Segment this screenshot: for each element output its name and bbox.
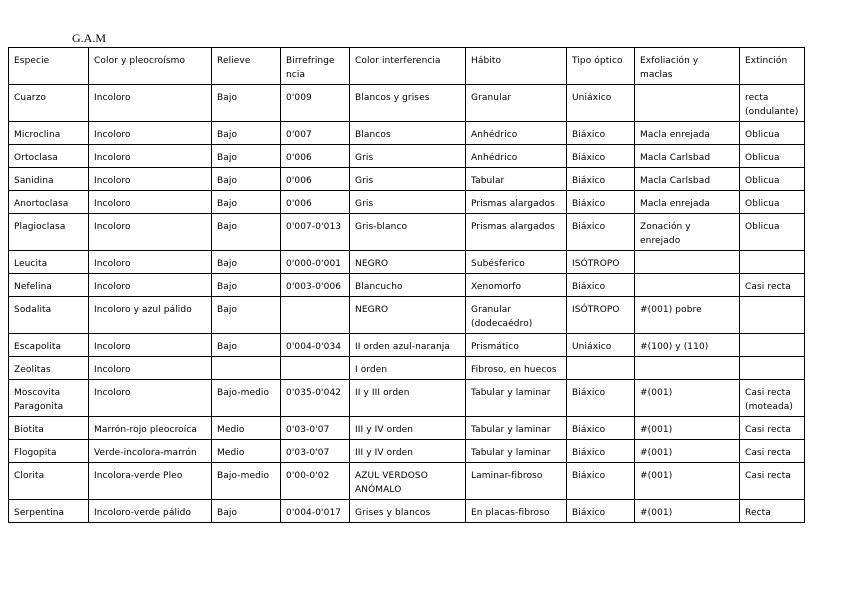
cell-exfoliacion-maclas: Macla enrejada [635, 191, 740, 214]
header-especie: Especie [9, 48, 89, 85]
table-row [9, 85, 805, 122]
cell-tipo-optico: Biáxico [567, 440, 635, 463]
header-habito: Hábito [466, 48, 567, 85]
table-row [9, 251, 805, 274]
cell-color-pleocroismo: Incoloro [89, 274, 212, 297]
cell-color-interferencia: Gris [350, 145, 466, 168]
cell-color-pleocroismo: Incoloro y azul pálido [89, 297, 212, 334]
cell-extincion: Casi recta [740, 440, 805, 463]
cell-especie: Plagioclasa [9, 214, 89, 251]
table-row [9, 500, 805, 523]
cell-especie: Zeolitas [9, 357, 89, 380]
cell-exfoliacion-maclas: #(100) y (110) [635, 334, 740, 357]
cell-habito: Subésferico [466, 251, 567, 274]
cell-color-pleocroismo: Incoloro [89, 145, 212, 168]
cell-color-interferencia: II orden azul-naranja [350, 334, 466, 357]
cell-tipo-optico: Uniáxico [567, 85, 635, 122]
cell-birrefringencia: 0'035-0'042 [281, 380, 350, 417]
table-row [9, 274, 805, 297]
cell-color-pleocroismo: Incoloro [89, 85, 212, 122]
cell-birrefringencia: 0'006 [281, 145, 350, 168]
cell-tipo-optico: Biáxico [567, 380, 635, 417]
cell-especie: Leucita [9, 251, 89, 274]
table-row [9, 297, 805, 334]
header-exfoliacion-maclas: Exfoliación y maclas [635, 48, 740, 85]
cell-habito: Tabular [466, 168, 567, 191]
table-header-row [9, 48, 805, 85]
cell-extincion: Casi recta [740, 274, 805, 297]
minerals-table [8, 47, 805, 523]
cell-relieve: Bajo [212, 500, 281, 523]
cell-extincion [740, 297, 805, 334]
cell-color-pleocroismo: Incoloro [89, 214, 212, 251]
header-extincion: Extinción [740, 48, 805, 85]
cell-extincion: Oblicua [740, 145, 805, 168]
cell-birrefringencia [281, 357, 350, 380]
document-title: G.A.M [72, 31, 107, 45]
cell-color-interferencia: NEGRO [350, 251, 466, 274]
cell-extincion [740, 357, 805, 380]
cell-especie: Clorita [9, 463, 89, 500]
cell-relieve: Bajo [212, 122, 281, 145]
cell-color-interferencia: I orden [350, 357, 466, 380]
cell-tipo-optico: Biáxico [567, 417, 635, 440]
cell-relieve: Bajo-medio [212, 463, 281, 500]
cell-tipo-optico: Biáxico [567, 463, 635, 500]
cell-color-interferencia: Gris [350, 168, 466, 191]
cell-color-pleocroismo: Incoloro [89, 380, 212, 417]
cell-exfoliacion-maclas: #(001) [635, 463, 740, 500]
cell-relieve: Bajo [212, 85, 281, 122]
cell-color-interferencia: Blancos [350, 122, 466, 145]
table-row [9, 145, 805, 168]
cell-relieve: Medio [212, 440, 281, 463]
cell-tipo-optico: Biáxico [567, 145, 635, 168]
cell-extincion: Oblicua [740, 122, 805, 145]
cell-color-pleocroismo: Marrón-rojo pleocroíca [89, 417, 212, 440]
cell-birrefringencia: 0'007-0'013 [281, 214, 350, 251]
cell-especie: Cuarzo [9, 85, 89, 122]
cell-extincion: Recta [740, 500, 805, 523]
cell-birrefringencia: 0'03-0'07 [281, 417, 350, 440]
table-row [9, 334, 805, 357]
cell-especie: Nefelina [9, 274, 89, 297]
cell-extincion: Oblicua [740, 214, 805, 251]
cell-habito: Granular [466, 85, 567, 122]
cell-exfoliacion-maclas [635, 274, 740, 297]
cell-tipo-optico: Biáxico [567, 214, 635, 251]
cell-extincion: Casi recta (moteada) [740, 380, 805, 417]
header-birrefringencia: Birrefringe ncia [281, 48, 350, 85]
cell-relieve: Bajo [212, 297, 281, 334]
cell-color-pleocroismo: Incoloro-verde pálido [89, 500, 212, 523]
cell-color-pleocroismo: Incoloro [89, 357, 212, 380]
cell-especie: Moscovita Paragonita [9, 380, 89, 417]
cell-especie: Serpentina [9, 500, 89, 523]
cell-birrefringencia [281, 297, 350, 334]
table-row [9, 122, 805, 145]
cell-exfoliacion-maclas: #(001) pobre [635, 297, 740, 334]
table-row [9, 191, 805, 214]
cell-birrefringencia: 0'004-0'034 [281, 334, 350, 357]
table-row [9, 417, 805, 440]
cell-especie: Anortoclasa [9, 191, 89, 214]
cell-color-pleocroismo: Incoloro [89, 334, 212, 357]
cell-tipo-optico: Biáxico [567, 122, 635, 145]
cell-tipo-optico: Biáxico [567, 274, 635, 297]
cell-exfoliacion-maclas: Zonación y enrejado [635, 214, 740, 251]
cell-color-interferencia: Blancos y grises [350, 85, 466, 122]
cell-relieve: Bajo [212, 191, 281, 214]
header-relieve: Relieve [212, 48, 281, 85]
cell-color-interferencia: Gris-blanco [350, 214, 466, 251]
cell-exfoliacion-maclas: #(001) [635, 440, 740, 463]
cell-birrefringencia: 0'006 [281, 191, 350, 214]
cell-relieve: Bajo [212, 214, 281, 251]
cell-habito: En placas-fibroso [466, 500, 567, 523]
cell-relieve: Medio [212, 417, 281, 440]
cell-color-interferencia: III y IV orden [350, 417, 466, 440]
cell-color-interferencia: NEGRO [350, 297, 466, 334]
cell-especie: Escapolita [9, 334, 89, 357]
cell-especie: Sanidina [9, 168, 89, 191]
cell-birrefringencia: 0'000-0'001 [281, 251, 350, 274]
table-row [9, 357, 805, 380]
cell-especie: Biotita [9, 417, 89, 440]
cell-habito: Xenomorfo [466, 274, 567, 297]
cell-exfoliacion-maclas [635, 85, 740, 122]
header-color-pleocroismo: Color y pleocroísmo [89, 48, 212, 85]
cell-habito: Laminar-fibroso [466, 463, 567, 500]
cell-relieve: Bajo [212, 274, 281, 297]
cell-exfoliacion-maclas: Macla Carlsbad [635, 145, 740, 168]
header-color-interferencia: Color interferencia [350, 48, 466, 85]
cell-color-pleocroismo: Incoloro [89, 191, 212, 214]
table-row [9, 380, 805, 417]
cell-color-pleocroismo: Incoloro [89, 251, 212, 274]
cell-color-interferencia: Blancucho [350, 274, 466, 297]
cell-exfoliacion-maclas: Macla Carlsbad [635, 168, 740, 191]
cell-relieve [212, 357, 281, 380]
table-row [9, 168, 805, 191]
cell-birrefringencia: 0'00-0'02 [281, 463, 350, 500]
cell-tipo-optico [567, 357, 635, 380]
cell-tipo-optico: Biáxico [567, 500, 635, 523]
cell-color-interferencia: III y IV orden [350, 440, 466, 463]
cell-especie: Microclina [9, 122, 89, 145]
cell-color-interferencia: Gris [350, 191, 466, 214]
cell-tipo-optico: ISÓTROPO [567, 297, 635, 334]
cell-extincion: Oblicua [740, 168, 805, 191]
cell-color-pleocroismo: Verde-incolora-marrón [89, 440, 212, 463]
cell-exfoliacion-maclas: #(001) [635, 417, 740, 440]
cell-exfoliacion-maclas [635, 357, 740, 380]
cell-habito: Tabular y laminar [466, 380, 567, 417]
cell-habito: Prismas alargados [466, 191, 567, 214]
cell-color-interferencia: II y III orden [350, 380, 466, 417]
cell-habito: Anhédrico [466, 145, 567, 168]
cell-birrefringencia: 0'004-0'017 [281, 500, 350, 523]
cell-extincion [740, 334, 805, 357]
cell-habito: Fibroso, en huecos [466, 357, 567, 380]
cell-relieve: Bajo [212, 168, 281, 191]
cell-especie: Sodalita [9, 297, 89, 334]
cell-habito: Granular (dodecaédro) [466, 297, 567, 334]
cell-relieve: Bajo-medio [212, 380, 281, 417]
cell-relieve: Bajo [212, 251, 281, 274]
cell-birrefringencia: 0'003-0'006 [281, 274, 350, 297]
cell-exfoliacion-maclas [635, 251, 740, 274]
cell-color-interferencia: Grises y blancos [350, 500, 466, 523]
cell-color-interferencia: AZUL VERDOSO ANÓMALO [350, 463, 466, 500]
cell-extincion: recta (ondulante) [740, 85, 805, 122]
cell-exfoliacion-maclas: #(001) [635, 380, 740, 417]
cell-tipo-optico: Uniáxico [567, 334, 635, 357]
cell-tipo-optico: Biáxico [567, 191, 635, 214]
cell-extincion [740, 251, 805, 274]
cell-habito: Tabular y laminar [466, 417, 567, 440]
cell-extincion: Casi recta [740, 417, 805, 440]
cell-birrefringencia: 0'007 [281, 122, 350, 145]
cell-especie: Flogopita [9, 440, 89, 463]
cell-tipo-optico: Biáxico [567, 168, 635, 191]
cell-extincion: Oblicua [740, 191, 805, 214]
cell-habito: Prismático [466, 334, 567, 357]
cell-exfoliacion-maclas: Macla enrejada [635, 122, 740, 145]
cell-color-pleocroismo: Incoloro [89, 122, 212, 145]
cell-birrefringencia: 0'03-0'07 [281, 440, 350, 463]
table-row [9, 463, 805, 500]
cell-especie: Ortoclasa [9, 145, 89, 168]
cell-exfoliacion-maclas: #(001) [635, 500, 740, 523]
header-tipo-optico: Tipo óptico [567, 48, 635, 85]
cell-birrefringencia: 0'006 [281, 168, 350, 191]
cell-habito: Prismas alargados [466, 214, 567, 251]
cell-relieve: Bajo [212, 334, 281, 357]
cell-color-pleocroismo: Incoloro [89, 168, 212, 191]
cell-color-pleocroismo: Incolora-verde Pleo [89, 463, 212, 500]
cell-relieve: Bajo [212, 145, 281, 168]
table-row [9, 214, 805, 251]
cell-habito: Tabular y laminar [466, 440, 567, 463]
cell-birrefringencia: 0'009 [281, 85, 350, 122]
cell-tipo-optico: ISÓTROPO [567, 251, 635, 274]
cell-habito: Anhédrico [466, 122, 567, 145]
cell-extincion: Casi recta [740, 463, 805, 500]
table-row [9, 440, 805, 463]
